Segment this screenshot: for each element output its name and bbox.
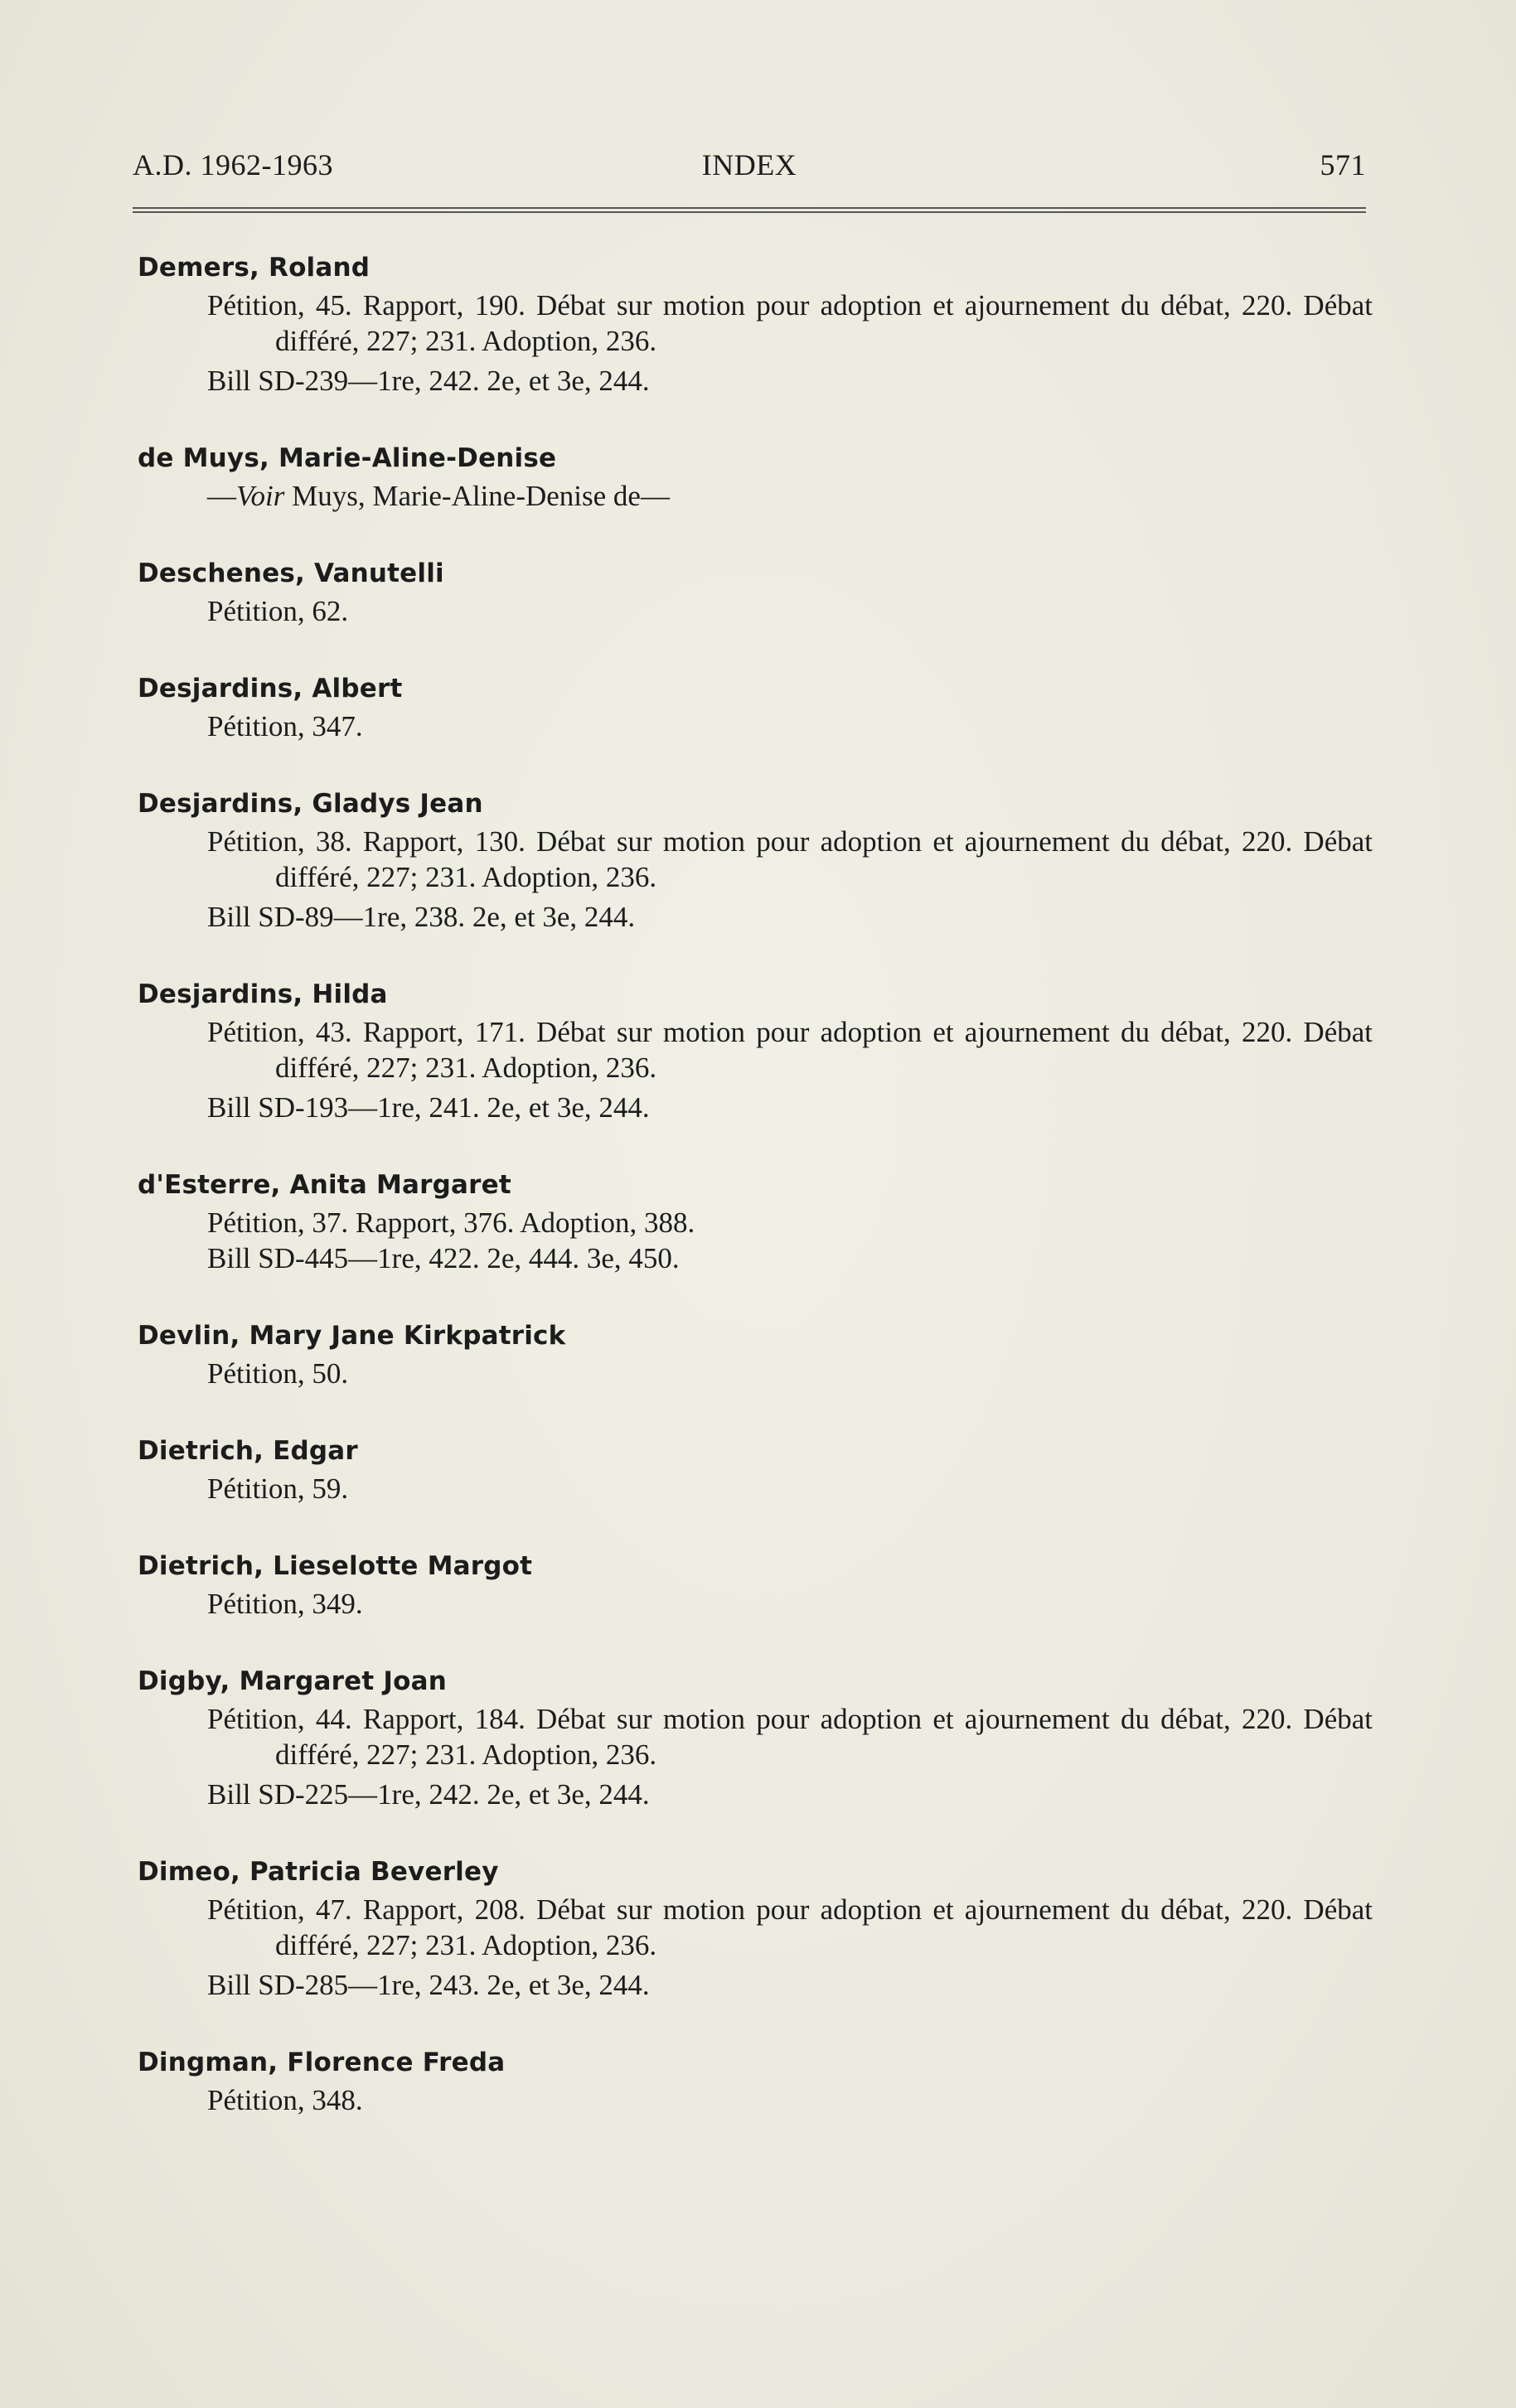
entry-line: Pétition, 43. Rapport, 171. Débat sur motion pour adoption et ajournement du débat, 220. Débat différé, 227; 231. Adoption, 236.	[207, 1016, 1373, 1084]
index-entry	[138, 672, 1373, 744]
entry-see-reference	[138, 478, 1373, 514]
entry-name: Dietrich, Edgar	[138, 1436, 358, 1466]
entry-name: d'Esterre, Anita Margaret	[138, 1170, 511, 1200]
entry-bill-line: Bill SD-193—1re, 241. 2e, et 3e, 244.	[207, 1091, 650, 1124]
entry-line: Pétition, 50.	[207, 1357, 349, 1390]
index-entry	[138, 1855, 1373, 2003]
entry-line: Pétition, 349.	[207, 1588, 363, 1620]
index-entry	[138, 1319, 1373, 1391]
entry-line: Pétition, 347.	[207, 710, 363, 742]
see-target: Muys, Marie-Aline-Denise de—	[284, 480, 670, 512]
index-entry	[138, 978, 1373, 1125]
entry-name: Demers, Roland	[138, 253, 371, 283]
entry-bill-line: Bill SD-225—1re, 242. 2e, et 3e, 244.	[207, 1778, 650, 1811]
entry-bill-line: Bill SD-445—1re, 422. 2e, 444. 3e, 450.	[207, 1242, 680, 1274]
header-title: INDEX	[701, 148, 797, 181]
entry-bill-line: Bill SD-89—1re, 238. 2e, et 3e, 244.	[207, 901, 636, 933]
entry-name: Desjardins, Albert	[138, 674, 403, 704]
header-session-years: A.D. 1962-1963	[133, 148, 333, 181]
entry-bill-line: Bill SD-285—1re, 243. 2e, et 3e, 244.	[207, 1969, 650, 2001]
header-page-number: 571	[1320, 148, 1366, 181]
entry-bill-line: Bill SD-239—1re, 242. 2e, et 3e, 244.	[207, 365, 650, 397]
index-entry	[138, 1550, 1373, 1622]
entry-line: Pétition, 348.	[207, 2084, 363, 2116]
index-entry	[138, 557, 1373, 629]
entry-name: Digby, Margaret Joan	[138, 1666, 448, 1696]
see-word: Voir	[236, 480, 285, 512]
entry-line: Pétition, 62.	[207, 595, 349, 627]
entry-name: Desjardins, Gladys Jean	[138, 789, 483, 819]
entry-line: Pétition, 45. Rapport, 190. Débat sur motion pour adoption et ajournement du débat, 220. Débat différé, 227; 231. Adoption, 236.	[207, 289, 1373, 357]
entry-line: Pétition, 37. Rapport, 376. Adoption, 388.	[207, 1206, 695, 1239]
page-header	[133, 147, 1366, 189]
entry-line: Pétition, 59.	[207, 1472, 349, 1505]
see-prefix: —	[207, 480, 236, 512]
entry-name: de Muys, Marie-Aline-Denise	[138, 443, 557, 473]
entry-name: Dietrich, Lieselotte Margot	[138, 1551, 533, 1581]
entry-name: Dimeo, Patricia Beverley	[138, 1857, 499, 1887]
header-double-rule	[133, 207, 1366, 213]
index-entry	[138, 251, 1373, 399]
index-entries	[138, 251, 1373, 2118]
index-entry	[138, 787, 1373, 935]
index-entry	[138, 1168, 1373, 1276]
entry-name: Devlin, Mary Jane Kirkpatrick	[138, 1321, 566, 1351]
entry-name: Deschenes, Vanutelli	[138, 558, 444, 588]
entry-name: Desjardins, Hilda	[138, 979, 388, 1009]
entry-line: Pétition, 38. Rapport, 130. Débat sur motion pour adoption et ajournement du débat, 220. Débat différé, 227; 231. Adoption, 236.	[207, 825, 1373, 893]
index-entry	[138, 1434, 1373, 1506]
entry-name: Dingman, Florence Freda	[138, 2048, 506, 2077]
entry-line: Pétition, 44. Rapport, 184. Débat sur motion pour adoption et ajournement du débat, 220. Débat différé, 227; 231. Adoption, 236.	[207, 1703, 1373, 1771]
entry-line: Pétition, 47. Rapport, 208. Débat sur motion pour adoption et ajournement du débat, 220. Débat différé, 227; 231. Adoption, 236.	[207, 1893, 1373, 1961]
index-entry	[138, 442, 1373, 514]
index-entry	[138, 2046, 1373, 2118]
index-entry	[138, 1665, 1373, 1812]
